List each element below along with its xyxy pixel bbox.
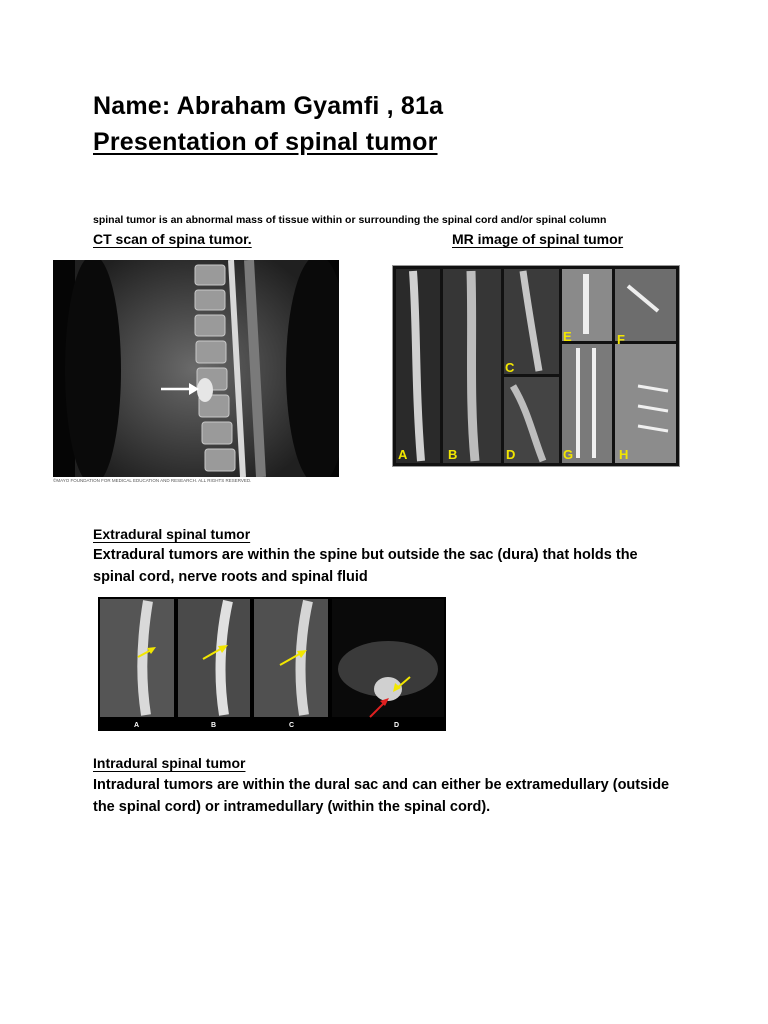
mr-label-h: H bbox=[619, 447, 629, 462]
extradural-text: Extradural tumors are within the spine but outside the sac (dura) that holds the spinal cord, nerve roots and spinal fluid bbox=[93, 547, 638, 585]
mr-label-e: E bbox=[563, 329, 572, 344]
intradural-heading: Intradural spinal tumor bbox=[93, 755, 246, 771]
mr-image bbox=[392, 265, 680, 467]
intro-text: spinal tumor is an abnormal mass of tissue within or surrounding the spinal cord and/or spinal column bbox=[93, 214, 607, 226]
extradural-heading: Extradural spinal tumor bbox=[93, 526, 251, 542]
extradural-label-c: C bbox=[289, 722, 295, 729]
mr-label-d: D bbox=[506, 447, 516, 462]
mr-label-c: C bbox=[505, 360, 515, 375]
mr-label-b: B bbox=[448, 447, 458, 462]
extradural-label-b: B bbox=[211, 722, 217, 729]
mr-label-g: G bbox=[563, 447, 574, 462]
mr-caption: MR image of spinal tumor bbox=[452, 231, 624, 247]
page-title: Presentation of spinal tumor bbox=[93, 128, 438, 156]
extradural-label-a: A bbox=[134, 722, 140, 729]
intradural-text: Intradural tumors are within the dural sac and can either be extramedullary (outside the spinal cord) or intramedullary (within the spinal cord). bbox=[93, 777, 670, 815]
name-line: Name: Abraham Gyamfi , 81a bbox=[93, 92, 444, 120]
ct-scan-image bbox=[53, 260, 339, 477]
ct-caption: CT scan of spina tumor. bbox=[93, 231, 252, 247]
extradural-label-d: D bbox=[394, 722, 400, 729]
extradural-image bbox=[98, 597, 446, 731]
ct-image-credit: ©MAYO FOUNDATION FOR MEDICAL EDUCATION AND RESEARCH. ALL RIGHTS RESERVED. bbox=[53, 478, 252, 483]
mr-label-f: F bbox=[617, 332, 625, 347]
mr-label-a: A bbox=[398, 447, 408, 462]
